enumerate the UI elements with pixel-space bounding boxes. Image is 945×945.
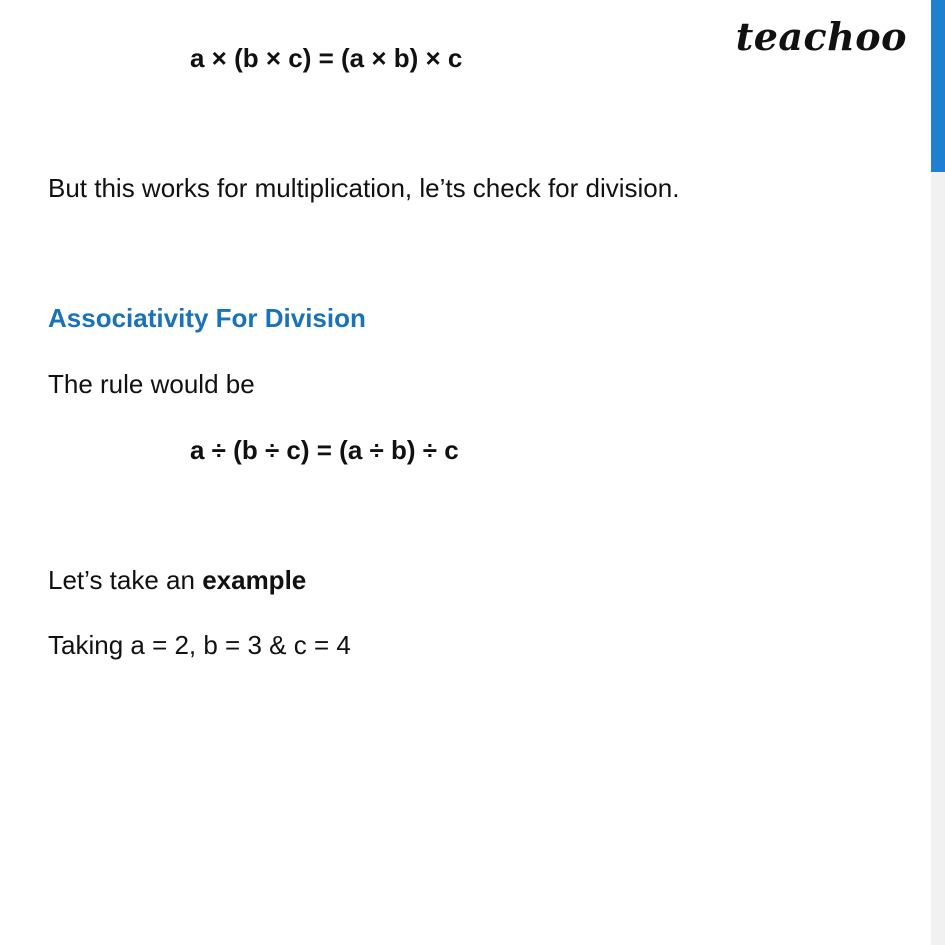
scrollbar-thumb[interactable] — [931, 0, 945, 172]
division-check-note: But this works for multiplication, le’ts check for division. — [48, 173, 680, 203]
example-prefix: Let’s take an — [48, 565, 203, 595]
values-line: Taking a = 2, b = 3 & c = 4 — [48, 630, 351, 660]
multiplication-rule: a × (b × c) = (a × b) × c — [190, 43, 463, 73]
section-heading: Associativity For Division — [48, 303, 366, 333]
rule-intro: The rule would be — [48, 369, 255, 399]
example-word: example — [202, 565, 307, 595]
division-rule: a ÷ (b ÷ c) = (a ÷ b) ÷ c — [190, 435, 459, 465]
teachoo-logo: teachoo — [735, 14, 907, 59]
scrollbar-track[interactable] — [931, 0, 945, 945]
example-intro — [48, 564, 306, 596]
